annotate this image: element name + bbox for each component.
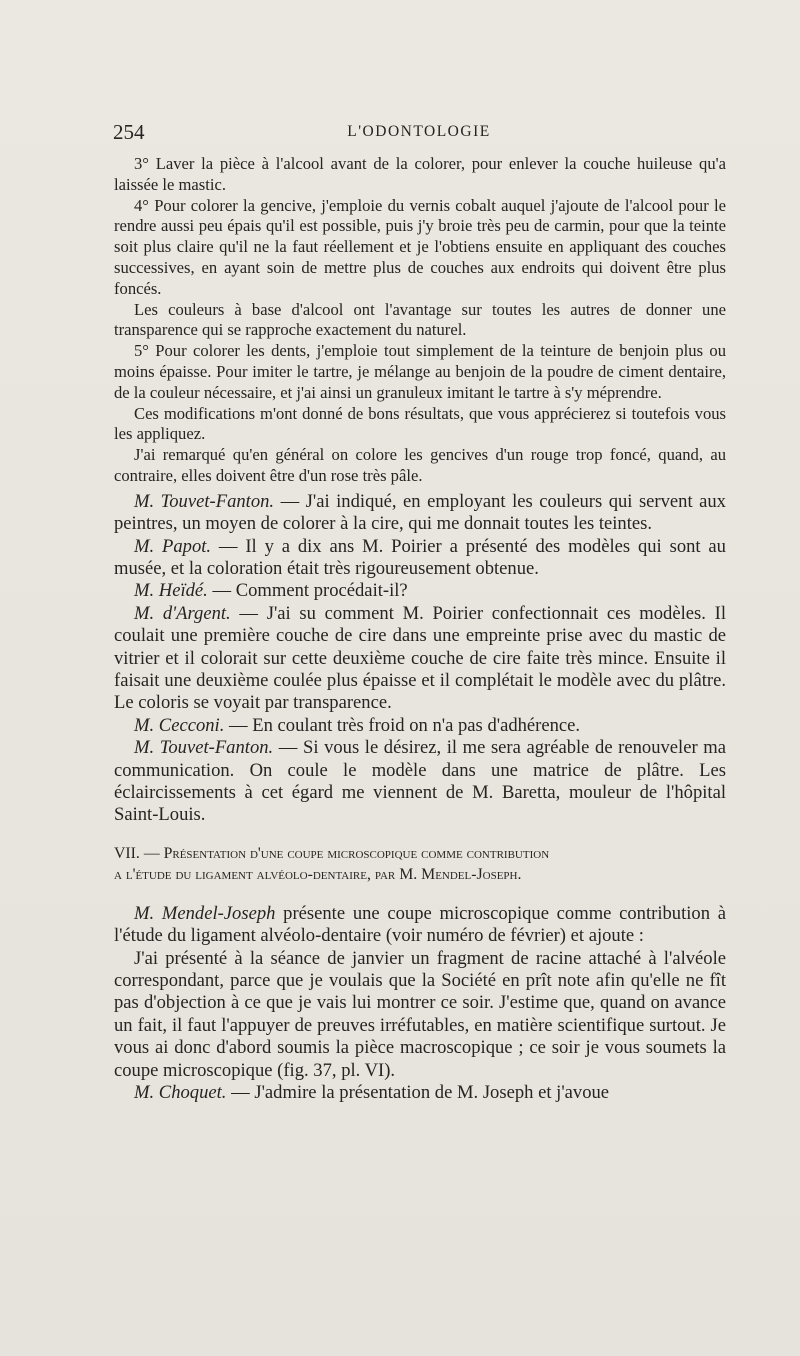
speech-text: J'ai présenté à la séance de janvier un fragment de racine attaché à l'alvéole correspondant, parce que je voulais que la Société en prît note afin qu'elle ne fît pas d'objection à ce que je vais lui montrer ce soir. J'estime que, quand on avance un fait, il faut l'appuyer de preuves irréfutables, en matière scientifique surtout. Je vous ai donc d'abord soumis la pièce macroscopique ; ce soir je vous soumets la coupe microscopique (fig. 37, pl. VI). [114,947,726,1081]
page-number: 254 [113,120,145,144]
discussion-paragraph [114,580,726,602]
speech-text: — Si vous le désirez, il me sera agréable de renouveler ma communication. On coule le modèle dans une matrice de plâtre. Les éclaircissements à cet égard me viennent de M. Baretta, mouleur de l'hôpital Saint-Louis. [114,737,726,826]
discussion-paragraph [114,536,726,581]
discussion-paragraph [114,603,726,715]
section-title-line1: — Présentation d'une coupe microscopique comme contribution [139,844,550,862]
speech-text: — J'ai indiqué, en employant les couleurs qui servent aux peintres, un moyen de colorer à la cire, qui me donnait toutes les teintes. [114,490,726,535]
speech-text: — Comment procédait-il? [207,580,408,602]
speaker-name: M. Mendel-Joseph [134,902,276,924]
speaker-name: M. Papot. [134,535,212,557]
paragraph: Ces modifications m'ont donné de bons résultats, que vous apprécierez si toutefois vous les appliquez. [114,403,726,444]
section-paragraph [114,948,726,1082]
speech-text: — J'admire la présentation de M. Joseph et j'avoue [226,1082,610,1104]
speaker-name: M. Touvet-Fanton. [134,490,275,512]
section-heading [114,843,726,885]
speaker-name: M. Heïdé. [134,580,208,602]
page-header [113,120,725,146]
section-paragraph [114,1082,726,1104]
speaker-name: M. d'Argent. [134,602,231,624]
letter-section [114,154,726,487]
speech-text: présente une coupe microscopique comme contribution à l'étude du ligament alvéolo-dentaire (voir numéro de février) et ajoute : [114,902,726,947]
speech-text: — J'ai su comment M. Poirier confectionnait ces modèles. Il coulait une première couche de cire dans une empreinte prise avec du mastic de vitrier et il colorait sur cette deuxième couche de cire faite très mince. Ensuite il faisait une deuxième coulée plus épaisse et il complétait le modèle avec du plâtre. Le coloris se voyait par transparence. [114,602,726,714]
running-title: L'ODONTOLOGIE [347,123,491,140]
paragraph: Les couleurs à base d'alcool ont l'avantage sur toutes les autres de donner une transparence qui se rapproche exactement du naturel. [114,299,726,340]
discussion-paragraph [114,715,726,737]
section-paragraph [114,903,726,948]
speaker-name: M. Choquet. [134,1082,227,1104]
section-number: VII. [114,844,140,862]
speech-text: — En coulant très froid on n'a pas d'adhérence. [224,714,581,736]
discussion-section [114,491,726,1105]
paragraph: 3° Laver la pièce à l'alcool avant de la colorer, pour enlever la couche huileuse qu'a laissée le mastic. [114,154,726,194]
paragraph: 5° Pour colorer les dents, j'emploie tout simplement de la teinture de benjoin plus ou moins épaisse. Pour imiter le tartre, je mélange au benjoin de la poudre de ciment dentaire, de la couleur nécessaire, et j'ai ainsi un granuleux imitant le tartre à s'y méprendre. [114,341,726,402]
body-text [114,154,726,1105]
discussion-paragraph [114,737,726,827]
section-title-line2: a l'étude du ligament alvéolo-dentaire, par M. Mendel-Joseph. [114,865,522,883]
speaker-name: M. Touvet-Fanton. [134,737,274,759]
discussion-paragraph [114,491,726,536]
speech-text: — Il y a dix ans M. Poirier a présenté des modèles qui sont au musée, et la coloration était très rigoureusement obtenue. [114,535,726,579]
speaker-name: M. Cecconi. [134,714,225,736]
paragraph: J'ai remarqué qu'en général on colore les gencives d'un rouge trop foncé, quand, au contraire, elles doivent être d'un rose très pâle. [114,445,726,485]
paragraph: 4° Pour colorer la gencive, j'emploie du vernis cobalt auquel j'ajoute de l'alcool pour le rendre aussi peu épais qu'il est possible, puis j'y broie très peu de carmin, pour que la teinte soit plus claire qu'il ne la faut réellement et je l'obtiens ensuite en appliquant des couches successives, en ayant soin de mettre plus de couches aux endroits qui doivent être plus foncés. [114,195,726,298]
